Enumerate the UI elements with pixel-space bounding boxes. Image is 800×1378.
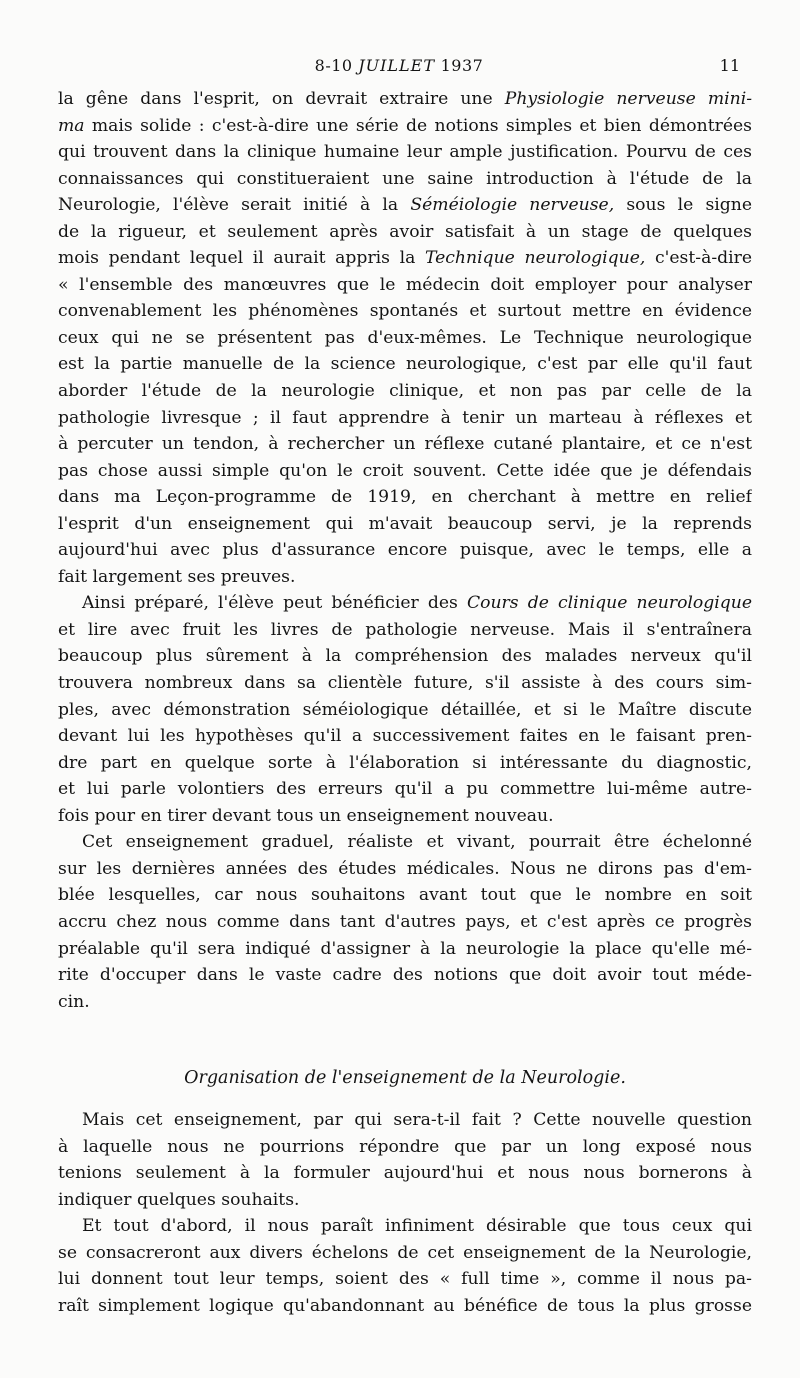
text-line: beaucoup plus sûrement à la compréhension des malades nerveux qu'il — [58, 646, 752, 667]
text-line: « l'ensemble des manœuvres que le médecin doit employer pour analyser — [58, 274, 752, 295]
text-line: ma mais solide : c'est-à-dire une série de notions simples et bien démontrées — [58, 115, 752, 136]
paragraph-1 — [58, 86, 752, 590]
text-line: est la partie manuelle de la science neurologique, c'est par elle qu'il faut — [58, 354, 752, 375]
text-line: de la rigueur, et seulement après avoir satisfait à un stage de quelques — [58, 221, 752, 242]
text-line: convenablement les phénomènes spontanés et surtout mettre en évidence — [58, 301, 752, 322]
text-line: indiquer quelques souhaits. — [58, 1189, 300, 1210]
text-line: lui donnent tout leur temps, soient des « full time », comme il nous pa- — [58, 1269, 752, 1290]
section-spacer — [58, 1093, 752, 1107]
header-date — [58, 56, 740, 75]
text-line: pas chose aussi simple qu'on le croit souvent. Cette idée que je défendais — [58, 460, 752, 481]
paragraph-5 — [58, 1213, 752, 1319]
header-year: 1937 — [440, 56, 484, 75]
text-line: raît simplement logique qu'abandonnant au bénéfice de tous la plus grosse — [58, 1295, 752, 1316]
text-line: tenions seulement à la formuler aujourd'hui et nous nous bornerons à — [58, 1163, 752, 1184]
text-line: qui trouvent dans la clinique humaine leur ample justification. Pourvu de ces — [58, 142, 752, 163]
text-line: préalable qu'il sera indiqué d'assigner à la neurologie la place qu'elle mé- — [58, 938, 752, 959]
text-line: connaissances qui constitueraient une saine introduction à l'étude de la — [58, 168, 752, 189]
paragraph-2 — [58, 590, 752, 829]
text-line: l'esprit d'un enseignement qui m'avait beaucoup servi, je la reprends — [58, 513, 752, 534]
header-date-prefix: 8-10 — [314, 56, 353, 75]
text-line: aujourd'hui avec plus d'assurance encore puisque, avec le temps, elle a — [58, 540, 752, 561]
text-line: Ainsi préparé, l'élève peut bénéficier des Cours de clinique neurologique — [82, 593, 752, 614]
text-line: à laquelle nous ne pourrions répondre que par un long exposé nous — [58, 1136, 752, 1157]
paragraph-3 — [58, 829, 752, 1015]
text-line: trouvera nombreux dans sa clientèle future, s'il assiste à des cours sim- — [58, 673, 752, 694]
text-line: dans ma Leçon-programme de 1919, en cherchant à mettre en relief — [58, 487, 752, 508]
text-line: cin. — [58, 991, 90, 1012]
text-line: aborder l'étude de la neurologie clinique, et non pas par celle de la — [58, 381, 752, 402]
text-line: Mais cet enseignement, par qui sera-t-il fait ? Cette nouvelle question — [82, 1110, 752, 1131]
text-line: et lui parle volontiers des erreurs qu'il a pu commettre lui-même autre- — [58, 779, 752, 800]
text-line: rite d'occuper dans le vaste cadre des notions que doit avoir tout méde- — [58, 965, 752, 986]
text-line: fois pour en tirer devant tous un enseignement nouveau. — [58, 805, 554, 826]
text-line: à percuter un tendon, à rechercher un réflexe cutané plantaire, et ce n'est — [58, 434, 752, 455]
text-line: ples, avec démonstration séméiologique détaillée, et si le Maître discute — [58, 699, 752, 720]
text-line: ceux qui ne se présentent pas d'eux-mêmes. Le Technique neurologique — [58, 327, 752, 348]
text-line: Et tout d'abord, il nous paraît infiniment désirable que tous ceux qui — [82, 1216, 752, 1237]
text-line: se consacreront aux divers échelons de cet enseignement de la Neurologie, — [58, 1242, 752, 1263]
text-line: Cet enseignement graduel, réaliste et vivant, pourrait être échelonné — [82, 832, 752, 853]
section-spacer — [58, 1015, 752, 1063]
text-line: la gêne dans l'esprit, on devrait extraire une Physiologie nerveuse mini- — [58, 89, 752, 109]
text-line: Neurologie, l'élève serait initié à la Séméiologie nerveuse, sous le signe — [58, 195, 752, 216]
text-line: mois pendant lequel il aurait appris la Technique neurologique, c'est-à-dire — [58, 248, 752, 269]
page-number: 11 — [719, 56, 740, 75]
section-heading: Organisation de l'enseignement de la Neurologie. — [184, 1068, 626, 1089]
text-line: blée lesquelles, car nous souhaitons avant tout que le nombre en soit — [58, 885, 752, 906]
text-line: sur les dernières années des études médicales. Nous ne dirons pas d'em- — [58, 858, 752, 879]
text-line: pathologie livresque ; il faut apprendre à tenir un marteau à réflexes et — [58, 407, 752, 428]
text-line: et lire avec fruit les livres de pathologie nerveuse. Mais il s'entraînera — [58, 619, 752, 640]
text-line: fait largement ses preuves. — [58, 566, 296, 587]
header-month: JUILLET — [358, 56, 436, 75]
running-header — [58, 56, 740, 82]
paragraph-4 — [58, 1107, 752, 1213]
text-line: devant lui les hypothèses qu'il a successivement faites en le faisant pren- — [58, 726, 752, 747]
text-line: accru chez nous comme dans tant d'autres pays, et c'est après ce progrès — [58, 911, 752, 932]
text-line: dre part en quelque sorte à l'élaboration si intéressante du diagnostic, — [58, 752, 752, 773]
article-body — [58, 86, 752, 1320]
